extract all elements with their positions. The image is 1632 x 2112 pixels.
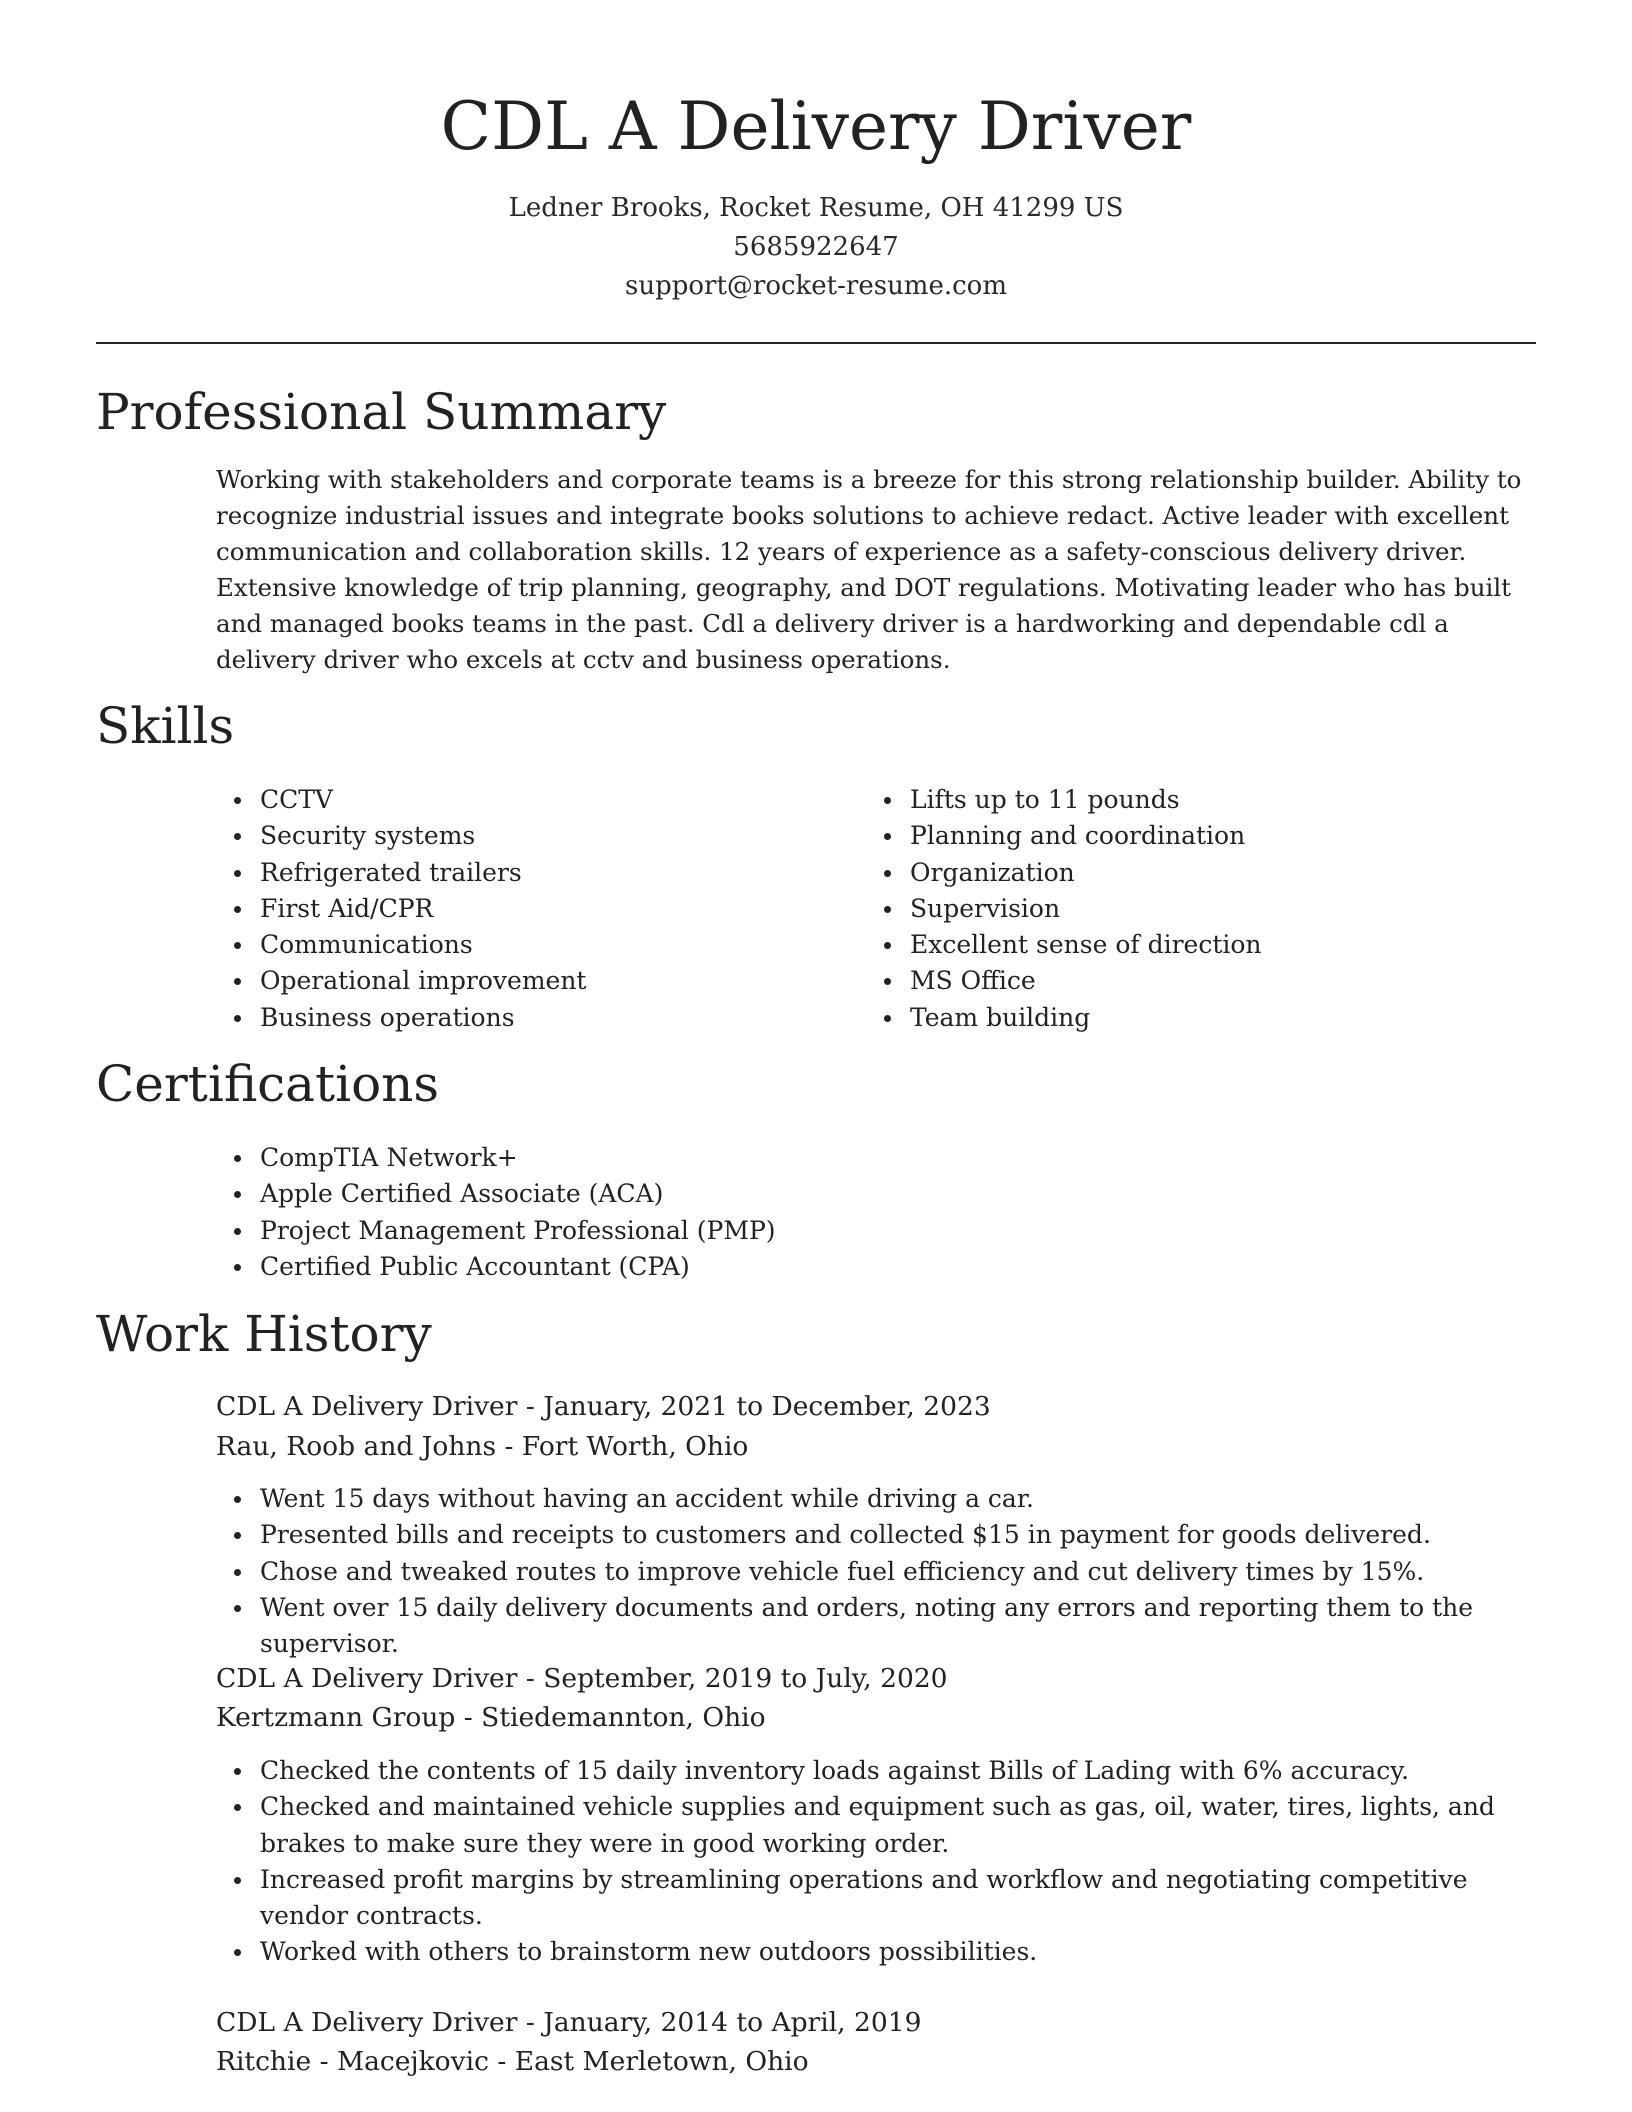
candidate-name: CDL A Delivery Driver — [440, 88, 1192, 165]
job-dates: January, 2021 to December, 2023 — [543, 1391, 991, 1422]
job-bullets — [216, 1753, 1538, 1971]
resume-header — [96, 82, 1536, 306]
job-bullet: Increased profit margins by streamlining operations and workflow and negotiating competitive vendor contracts. — [216, 1862, 1538, 1935]
job-location: Fort Worth, Ohio — [521, 1431, 749, 1462]
job-title: CDL A Delivery Driver — [216, 1391, 518, 1422]
certification-item: Project Management Professional (PMP) — [216, 1213, 1516, 1249]
skill-item: Excellent sense of direction — [866, 927, 1486, 963]
certifications-list — [216, 1140, 1516, 1285]
job-company: Rau, Roob and Johns — [216, 1431, 497, 1462]
job-company-line — [216, 2043, 809, 2081]
skill-item: Lifts up to 11 pounds — [866, 782, 1486, 818]
skill-item: Business operations — [216, 1000, 816, 1036]
section-title-certifications: Certifications — [96, 1055, 440, 1113]
job-separator: - — [517, 1391, 544, 1422]
job-title-line — [216, 1660, 948, 1698]
certification-item: Apple Certified Associate (ACA) — [216, 1176, 1516, 1212]
job-company: Kertzmann Group — [216, 1702, 456, 1733]
job-title-line — [216, 2004, 921, 2042]
skill-item: First Aid/CPR — [216, 891, 816, 927]
job-separator: - — [488, 2046, 515, 2077]
job-separator: - — [517, 2007, 544, 2038]
skill-item: Security systems — [216, 818, 816, 854]
job-company: Ritchie - Macejkovic — [216, 2046, 489, 2077]
job-bullet: Chose and tweaked routes to improve vehicle fuel efficiency and cut delivery times by 15%. — [216, 1554, 1538, 1590]
job-bullet: Went 15 days without having an accident while driving a car. — [216, 1481, 1538, 1517]
skill-item: MS Office — [866, 963, 1486, 999]
skill-item: CCTV — [216, 782, 816, 818]
skill-item: Communications — [216, 927, 816, 963]
skill-item: Supervision — [866, 891, 1486, 927]
job-bullet: Checked the contents of 15 daily inventory loads against Bills of Lading with 6% accuracy. — [216, 1753, 1538, 1789]
section-title-skills: Skills — [96, 697, 235, 755]
skills-list-right — [866, 782, 1486, 1036]
skill-item: Team building — [866, 1000, 1486, 1036]
job-bullet: Worked with others to brainstorm new outdoors possibilities. — [216, 1934, 1538, 1970]
job-separator: - — [496, 1431, 522, 1462]
job-bullets — [216, 1481, 1538, 1662]
skill-item: Operational improvement — [216, 963, 816, 999]
job-location: East Merletown, Ohio — [514, 2046, 809, 2077]
job-separator: - — [517, 1663, 544, 1694]
job-dates: September, 2019 to July, 2020 — [543, 1663, 948, 1694]
section-title-work-history: Work History — [96, 1305, 432, 1363]
skill-item: Planning and coordination — [866, 818, 1486, 854]
job-company-line — [216, 1428, 748, 1466]
job-bullet: Went over 15 daily delivery documents and orders, noting any errors and reporting them to the supervisor. — [216, 1590, 1538, 1663]
job-title-line — [216, 1388, 991, 1426]
job-separator: - — [455, 1702, 482, 1733]
section-title-summary: Professional Summary — [96, 383, 667, 441]
summary-text: Working with stakeholders and corporate teams is a breeze for this strong relationship builder. Ability to recognize industrial issues and integrate books solutions to achieve redact. Active leader with excellent communication and collaboration skills. 12 years of experience as a safety-conscious delivery driver. Extensive knowledge of trip planning, geography, and DOT regulations. Motivating leader who has built and managed books teams in the past. Cdl a delivery driver is a hardworking and dependable cdl a delivery driver who excels at cctv and business operations. — [216, 465, 1522, 674]
contact-email: support@rocket-resume.com — [624, 271, 1007, 301]
job-location: Stiedemannton, Ohio — [481, 1702, 766, 1733]
contact-phone: 5685922647 — [733, 232, 899, 262]
job-bullet: Presented bills and receipts to customers and collected $15 in payment for goods delivered. — [216, 1517, 1538, 1553]
certification-item: CompTIA Network+ — [216, 1140, 1516, 1176]
skills-list-left — [216, 782, 816, 1036]
skill-item: Refrigerated trailers — [216, 855, 816, 891]
job-company-line — [216, 1699, 766, 1737]
contact-address: Ledner Brooks, Rocket Resume, OH 41299 US — [508, 193, 1124, 223]
job-dates: January, 2014 to April, 2019 — [543, 2007, 922, 2038]
header-divider — [96, 342, 1536, 344]
certification-item: Certified Public Accountant (CPA) — [216, 1249, 1516, 1285]
skill-item: Organization — [866, 855, 1486, 891]
job-title: CDL A Delivery Driver — [216, 2007, 518, 2038]
job-bullet: Checked and maintained vehicle supplies and equipment such as gas, oil, water, tires, lights, and brakes to make sure they were in good working order. — [216, 1789, 1538, 1862]
job-title: CDL A Delivery Driver — [216, 1663, 518, 1694]
